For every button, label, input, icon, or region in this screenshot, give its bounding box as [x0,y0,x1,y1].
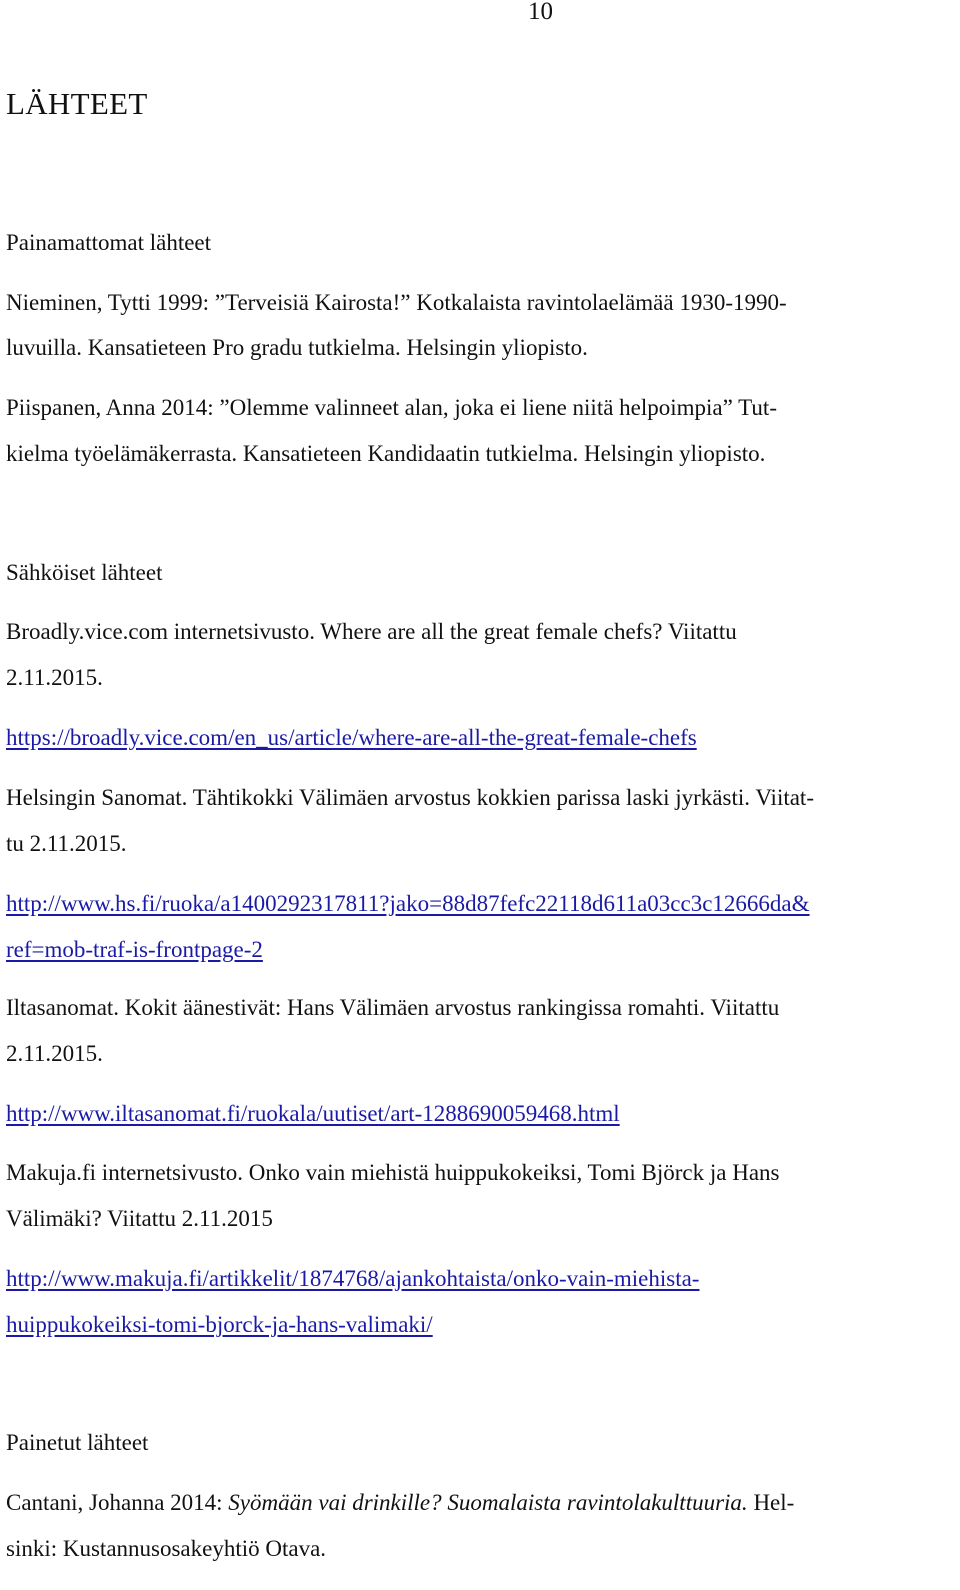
reference-hs-url-line1[interactable]: http://www.hs.fi/ruoka/a1400292317811?jako=88d87fefc22118d611a03cc3c12666da& [6,891,810,916]
reference-makuja-url-line2[interactable]: huippukokeiksi-tomi-bjorck-ja-hans-valimaki/ [6,1312,433,1337]
reference-iltasanomat-line2: 2.11.2015. [6,1041,103,1066]
section-heading-unprinted: Painamattomat lähteet [6,230,212,255]
reference-cantani-title: Syömään vai drinkille? Suomalaista ravintolakulttuuria. [228,1490,748,1515]
reference-makuja-line1: Makuja.fi internetsivusto. Onko vain miehistä huippukokeiksi, Tomi Björck ja Hans [6,1160,780,1185]
reference-hs-line1: Helsingin Sanomat. Tähtikokki Välimäen arvostus kokkien parissa laski jyrkästi. Viitat- [6,785,814,810]
reference-nieminen-line2: luvuilla. Kansatieteen Pro gradu tutkielma. Helsingin yliopisto. [6,335,588,360]
reference-makuja-url-line1[interactable]: http://www.makuja.fi/artikkelit/1874768/ajankohtaista/onko-vain-miehista- [6,1266,700,1291]
reference-makuja-line2: Välimäki? Viitattu 2.11.2015 [6,1206,273,1231]
reference-broadly-line1: Broadly.vice.com internetsivusto. Where are all the great female chefs? Viitattu [6,619,737,644]
page-number: 10 [528,0,553,25]
reference-piispanen-line1: Piispanen, Anna 2014: ”Olemme valinneet alan, joka ei liene niitä helpoimpia” Tut- [6,395,777,420]
reference-piispanen-line2: kielma työelämäkerrasta. Kansatieteen Kandidaatin tutkielma. Helsingin yliopisto. [6,441,766,466]
reference-broadly-url[interactable]: https://broadly.vice.com/en_us/article/where-are-all-the-great-female-chefs [6,725,697,750]
section-heading-electronic: Sähköiset lähteet [6,560,163,585]
page-title: LÄHTEET [6,86,148,121]
section-heading-printed: Painetut lähteet [6,1430,149,1455]
reference-hs-url-line2[interactable]: ref=mob-traf-is-frontpage-2 [6,937,263,962]
reference-cantani-tail: Hel- [747,1490,795,1515]
reference-cantani-line1 [6,1490,794,1516]
reference-nieminen-line1: Nieminen, Tytti 1999: ”Terveisiä Kairosta!” Kotkalaista ravintolaelämää 1930-1990- [6,290,787,315]
reference-iltasanomat-url[interactable]: http://www.iltasanomat.fi/ruokala/uutiset/art-1288690059468.html [6,1101,620,1126]
reference-iltasanomat-line1: Iltasanomat. Kokit äänestivät: Hans Välimäen arvostus rankingissa romahti. Viitattu [6,995,780,1020]
reference-broadly-line2: 2.11.2015. [6,665,103,690]
reference-cantani-author: Cantani, Johanna 2014: [6,1490,229,1515]
reference-hs-line2: tu 2.11.2015. [6,831,127,856]
reference-cantani-line2: sinki: Kustannusosakeyhtiö Otava. [6,1536,327,1561]
